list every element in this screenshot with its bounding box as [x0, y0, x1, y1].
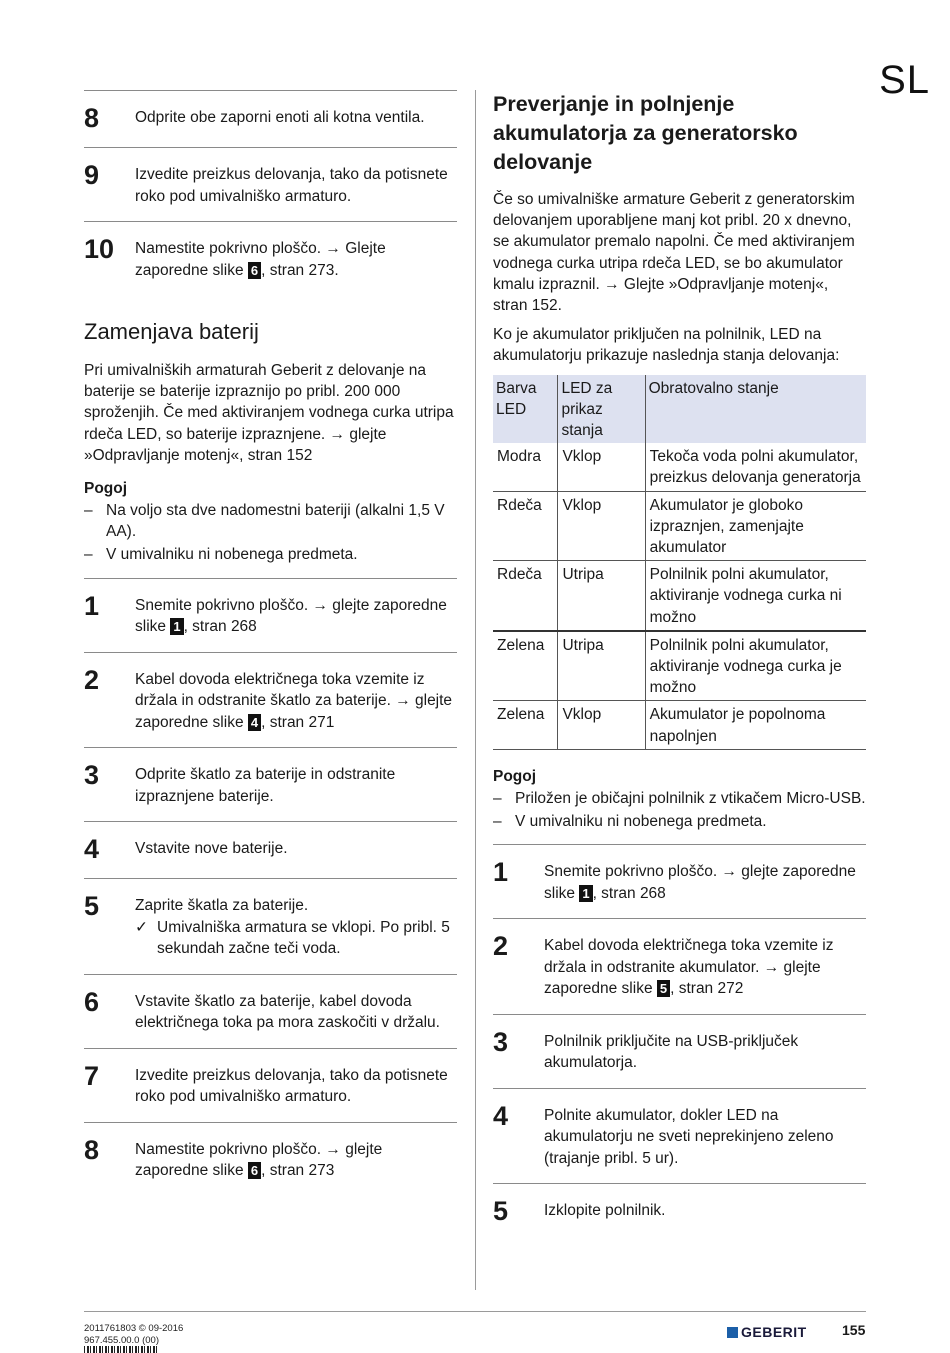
step-text-part: Vstavite nove baterije. — [135, 840, 288, 858]
right-column — [493, 90, 866, 1240]
step-text — [544, 1099, 866, 1170]
step-item — [84, 1048, 457, 1122]
footer-divider — [84, 1311, 866, 1312]
step-text — [135, 101, 457, 133]
figure-ref-badge: 6 — [248, 262, 261, 279]
step-text-part: , stran 268 — [183, 618, 257, 636]
step-item — [493, 1183, 866, 1240]
checkmark-icon: ✓ — [135, 918, 148, 936]
page-number: 155 — [842, 1322, 866, 1338]
step-text-part: , stran 271 — [261, 713, 335, 731]
section-title-batteries: Zamenjava baterij — [84, 319, 259, 344]
step-text-part: Vstavite škatlo za baterije, kabel dovoda električnega toka pa mora zaskočiti v držalu. — [135, 992, 440, 1032]
step-text — [544, 1025, 866, 1074]
step-text — [135, 158, 457, 207]
step-text-part: Namestite pokrivno ploščo. → Glejte zaporedne slike — [135, 240, 386, 279]
table-row — [493, 491, 866, 561]
step-item — [84, 974, 457, 1048]
dash-bullet: – — [493, 789, 502, 807]
step-text-part: Snemite pokrivno ploščo. → glejte zaporedne slike — [544, 863, 856, 902]
step-text — [135, 758, 457, 807]
step-text — [135, 985, 457, 1034]
table-cell: Polnilnik polni akumulator, aktiviranje vodnega curka je možno — [645, 631, 866, 701]
table-row — [493, 443, 866, 491]
step-result-text: Umivalniška armatura se vklopi. Po pribl. 5 sekundah začne teči voda. — [157, 918, 450, 958]
table-row — [493, 631, 866, 701]
condition-item — [493, 811, 866, 832]
step-text-part: Kabel dovoda električnega toka vzemite iz držala in odstranite akumulator. → glejte zaporedne slike — [544, 937, 834, 998]
step-text — [135, 1059, 457, 1108]
step-item — [84, 652, 457, 748]
step-text-part: , stran 268 — [592, 884, 666, 902]
table-cell: Utripa — [558, 561, 645, 631]
table-header: Barva LED — [493, 375, 558, 444]
step-number: 4 — [493, 1100, 509, 1131]
condition-item — [84, 544, 457, 565]
step-result — [135, 917, 457, 960]
step-text — [544, 929, 866, 1000]
table-cell: Vklop — [558, 491, 645, 561]
led-status-table — [493, 375, 866, 750]
step-number: 8 — [84, 103, 100, 133]
step-text — [544, 1194, 866, 1226]
step-list-charging — [493, 844, 866, 1240]
step-text-part: Kabel dovoda električnega toka vzemite iz držala in odstranite škatlo za baterije. → glejte zaporedne slike — [135, 670, 453, 731]
step-number: 4 — [84, 834, 100, 865]
table-cell: Zelena — [493, 631, 558, 701]
step-text-part: Namestite pokrivno ploščo. → glejte zaporedne slike — [135, 1140, 383, 1180]
table-header: Obratovalno stanje — [645, 375, 866, 444]
step-text-part: Izklopite polnilnik. — [544, 1202, 666, 1220]
step-item — [84, 221, 457, 295]
dash-bullet: – — [84, 502, 93, 520]
step-text — [135, 889, 457, 960]
step-text-part: , stran 272 — [670, 980, 744, 998]
brand-logo — [727, 1324, 807, 1340]
table-cell: Rdeča — [493, 491, 558, 561]
step-number: 8 — [84, 1134, 100, 1165]
step-text-part: Izvedite preizkus delovanja, tako da potisnete roko pod umivalniško armaturo. — [135, 1066, 448, 1106]
condition-title: Pogoj — [84, 480, 128, 498]
condition-list — [84, 500, 457, 566]
step-number: 6 — [84, 986, 100, 1017]
table-cell: Vklop — [558, 701, 645, 749]
step-item — [493, 1014, 866, 1088]
step-number: 3 — [493, 1026, 509, 1057]
step-text — [135, 832, 457, 864]
table-cell: Vklop — [558, 443, 645, 491]
figure-ref-badge: 5 — [657, 980, 670, 997]
step-number: 1 — [84, 590, 100, 621]
step-text — [135, 232, 457, 281]
condition-text: V umivalniku ni nobenega predmeta. — [106, 546, 358, 564]
table-cell: Akumulator je popolnoma napolnjen — [645, 701, 866, 749]
table-cell: Polnilnik polni akumulator, aktiviranje vodnega curka ni možno — [645, 561, 866, 631]
step-number: 3 — [84, 760, 100, 791]
step-text-part: Snemite pokrivno ploščo. → glejte zaporedne slike — [135, 596, 447, 636]
brand-name: GEBERIT — [741, 1324, 807, 1340]
barcode — [84, 1346, 159, 1353]
step-number: 5 — [84, 891, 100, 922]
step-number: 10 — [84, 234, 115, 264]
table-cell: Utripa — [558, 631, 645, 701]
step-number: 7 — [84, 1060, 100, 1091]
table-row — [493, 701, 866, 749]
step-text-part: Odprite škatlo za baterije in odstranite izpraznjene baterije. — [135, 766, 396, 805]
table-header: LED za prikaz stanja — [558, 375, 645, 444]
step-item — [493, 844, 866, 918]
step-list-batteries — [84, 578, 457, 1196]
condition-title: Pogoj — [493, 767, 537, 785]
condition-item — [84, 500, 457, 542]
dash-bullet: – — [84, 546, 93, 564]
footer-doc-info — [84, 1323, 183, 1347]
step-item — [84, 821, 457, 878]
column-divider — [475, 90, 476, 1290]
logo-square-icon — [727, 1327, 738, 1338]
left-column — [84, 90, 457, 1196]
step-text-part: Odprite obe zaporni enoti ali kotna ventila. — [135, 109, 425, 126]
language-code: SL — [879, 58, 930, 102]
accumulator-intro: Če so umivalniške armature Geberit z generatorskim delovanjem uporabljene manj kot pribl. 20 x dnevno, se akumulator premalo napolni. Če med aktiviranjem vodnega curka utripa rdeča LED, se bo akumulator kmalu izpraznil. → Glejte »Odpravljanje motenj«, stran 152. — [493, 191, 855, 315]
step-text — [135, 663, 457, 734]
step-text-part: Izvedite preizkus delovanja, tako da potisnete roko pod umivalniško armaturo. — [135, 166, 448, 205]
step-item — [84, 878, 457, 974]
step-text-part: , stran 273. — [261, 261, 339, 279]
step-number: 9 — [84, 160, 100, 190]
step-text-part: Polnilnik priključite na USB-priključek akumulatorja. — [544, 1032, 799, 1072]
table-cell: Tekoča voda polni akumulator, preizkus delovanja generatorja — [645, 443, 866, 491]
dash-bullet: – — [493, 813, 502, 831]
table-header-row — [493, 375, 866, 444]
step-item — [84, 90, 457, 147]
battery-intro: Pri umivalniških armaturah Geberit z delovanje na baterije se baterije izpraznijo po pribl. 200 000 sproženjih. Če med aktiviranjem vodnega curka utripa rdeča LED, so baterije izpraznjene. → glejte »Odpravljanje motenj«, stran 152 — [84, 362, 454, 464]
doc-code: 967.455.00.0 (00) — [84, 1335, 160, 1346]
table-cell: Akumulator je globoko izpraznjen, zamenjajte akumulator — [645, 491, 866, 561]
step-text — [544, 855, 866, 904]
step-number: 5 — [493, 1196, 509, 1227]
step-number: 2 — [493, 931, 509, 962]
condition-text: Na voljo sta dve nadomestni bateriji (alkalni 1,5 V AA). — [106, 502, 445, 541]
step-text-part: Zaprite škatla za baterije. — [135, 897, 309, 915]
step-item — [493, 918, 866, 1014]
figure-ref-badge: 6 — [248, 1162, 261, 1179]
section-title-accumulator: Preverjanje in polnjenje akumulatorja za generatorsko delovanje — [493, 92, 798, 174]
step-text-part: Polnite akumulator, dokler LED na akumulatorju ne sveti neprekinjeno zeleno (trajanje pribl. 5 ur). — [544, 1106, 834, 1167]
figure-ref-badge: 1 — [170, 618, 183, 635]
step-number: 1 — [493, 857, 509, 888]
step-item — [493, 1088, 866, 1184]
condition-list — [493, 788, 866, 832]
step-text — [135, 589, 457, 638]
step-text — [135, 1133, 457, 1182]
table-cell: Zelena — [493, 701, 558, 749]
condition-text: V umivalniku ni nobenega predmeta. — [515, 813, 767, 831]
figure-ref-badge: 1 — [579, 885, 592, 902]
step-item — [84, 578, 457, 652]
step-text-part: , stran 273 — [261, 1162, 335, 1180]
condition-item — [493, 788, 866, 809]
table-cell: Rdeča — [493, 561, 558, 631]
accumulator-led-intro: Ko je akumulator priključen na polnilnik, LED na akumulatorju prikazuje naslednja stanja delovanja: — [493, 326, 840, 365]
step-item — [84, 747, 457, 821]
condition-text: Priložen je običajni polnilnik z vtikačem Micro-USB. — [515, 789, 866, 807]
table-row — [493, 561, 866, 631]
table-cell: Modra — [493, 443, 558, 491]
figure-ref-badge: 4 — [248, 714, 261, 731]
step-number: 2 — [84, 664, 100, 695]
doc-number: 2011761803 © 09-2016 — [84, 1323, 184, 1334]
step-list-top — [84, 90, 457, 295]
step-item — [84, 147, 457, 221]
step-item — [84, 1122, 457, 1196]
